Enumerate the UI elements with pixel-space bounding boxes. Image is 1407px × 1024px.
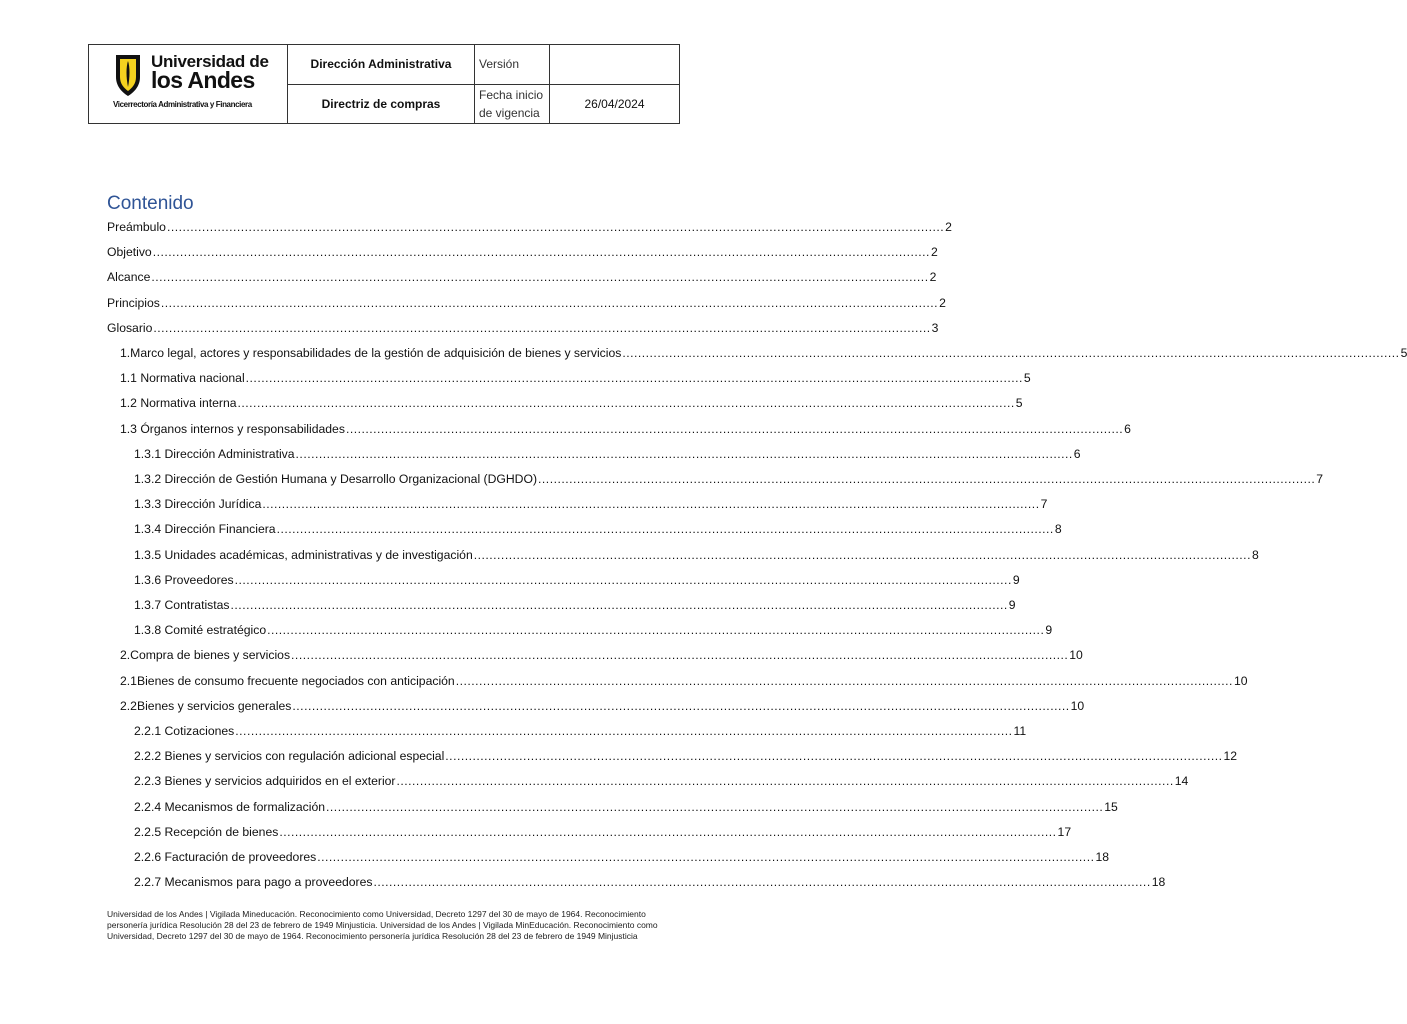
- toc-entry-page: 2: [939, 296, 946, 310]
- toc-entry-title: 2.2.5 Recepción de bienes: [134, 825, 279, 839]
- toc-entry[interactable]: [134, 548, 1259, 566]
- toc-entry-page: 15: [1104, 800, 1118, 814]
- toc-entry-page: 2: [930, 245, 938, 259]
- toc-dot-leader: ........................................................................................................................................................................................................: [396, 774, 1174, 788]
- toc-entry[interactable]: [120, 346, 1407, 364]
- logo-text-line1: Universidad de: [151, 52, 269, 71]
- toc-entry-title: 1.3.3 Dirección Jurídica: [134, 497, 262, 511]
- toc-entry-title: 1.2 Normativa interna: [120, 396, 237, 410]
- toc-entry-number: 1.: [120, 346, 131, 360]
- toc-entry-page: 11: [1013, 724, 1027, 738]
- toc-entry-title: 2.2.7 Mecanismos para pago a proveedores: [134, 875, 373, 889]
- start-date-label-line2: de vigencia: [479, 105, 540, 120]
- university-logo: [113, 53, 278, 113]
- toc-dot-leader: ........................................................................................................................................................................................................: [276, 522, 1054, 536]
- toc-dot-leader: ........................................................................................................................................................................................................: [230, 598, 1008, 612]
- toc-dot-leader: ........................................................................................................................................................................................................: [267, 623, 1045, 637]
- toc-entry[interactable]: [134, 447, 1081, 465]
- toc-dot-leader: ........................................................................................................................................................................................................: [237, 396, 1015, 410]
- toc-entry[interactable]: [134, 774, 1189, 792]
- toc-entry-title: Bienes y servicios generales: [136, 699, 292, 713]
- toc-entry-page: 18: [1095, 850, 1110, 864]
- toc-entry[interactable]: [134, 573, 1020, 591]
- toc-entry[interactable]: [120, 699, 1085, 717]
- toc-dot-leader: ........................................................................................................................................................................................................: [279, 825, 1057, 839]
- start-date-label: [475, 84, 550, 124]
- toc-dot-leader: ........................................................................................................................................................................................................: [245, 371, 1023, 385]
- toc-entry[interactable]: [134, 850, 1110, 868]
- logo-cell: [89, 45, 288, 124]
- toc-entry-title: 2.2.1 Cotizaciones: [134, 724, 235, 738]
- shield-logo-icon: [113, 53, 143, 97]
- toc-dot-leader: ........................................................................................................................................................................................................: [622, 346, 1400, 360]
- toc-entry-page: 3: [931, 321, 939, 335]
- toc-dot-leader: ........................................................................................................................................................................................................: [153, 321, 931, 335]
- toc-entry[interactable]: [120, 371, 1031, 389]
- toc-entry-page: 12: [1223, 749, 1238, 763]
- toc-entry[interactable]: [107, 220, 952, 238]
- toc-dot-leader: ........................................................................................................................................................................................................: [473, 548, 1251, 562]
- toc-dot-leader: ........................................................................................................................................................................................................: [151, 270, 929, 284]
- toc-entry[interactable]: [134, 724, 1027, 742]
- toc-entry-number: 2.2: [120, 699, 137, 713]
- toc-entry-page: 2: [929, 270, 937, 284]
- toc-entry-title: Objetivo: [107, 245, 152, 259]
- toc-entry-page: 9: [1012, 573, 1020, 587]
- toc-dot-leader: ........................................................................................................................................................................................................: [455, 674, 1233, 688]
- toc-entry-title: Preámbulo: [107, 220, 166, 234]
- toc-entry-title: 1.3.5 Unidades académicas, administrativas y de investigación: [134, 548, 473, 562]
- toc-entry-title: 1.3.6 Proveedores: [134, 573, 234, 587]
- document-title-cell: Directriz de compras: [288, 84, 475, 124]
- toc-entry[interactable]: [120, 674, 1248, 692]
- toc-entry-page: 17: [1057, 825, 1072, 839]
- toc-entry-title: Bienes de consumo frecuente negociados con anticipación: [136, 674, 455, 688]
- toc-dot-leader: ........................................................................................................................................................................................................: [160, 296, 939, 310]
- toc-entry-title: Marco legal, actores y responsabilidades de la gestión de adquisición de bienes y servicios: [130, 346, 622, 360]
- toc-dot-leader: ........................................................................................................................................................................................................: [345, 422, 1124, 436]
- toc-entry[interactable]: [107, 270, 937, 288]
- toc-entry-title: 2.2.6 Facturación de proveedores: [134, 850, 317, 864]
- toc-entry-title: 1.3 Órganos internos y responsabilidades: [120, 422, 345, 436]
- toc-entry[interactable]: [134, 825, 1072, 843]
- toc-dot-leader: ........................................................................................................................................................................................................: [235, 724, 1013, 738]
- toc-entry-page: 10: [1070, 699, 1085, 713]
- toc-entry[interactable]: [134, 472, 1324, 490]
- toc-entry-title: 1.3.7 Contratistas: [134, 598, 230, 612]
- toc-entry-number: 2.1: [120, 674, 137, 688]
- department-cell: Dirección Administrativa: [288, 45, 475, 85]
- toc-entry[interactable]: [134, 875, 1166, 893]
- toc-entry-page: 6: [1073, 447, 1081, 461]
- toc-entry-title: Compra de bienes y servicios: [130, 648, 291, 662]
- toc-dot-leader: ........................................................................................................................................................................................................: [234, 573, 1012, 587]
- toc-entry-title: Principios: [107, 296, 160, 310]
- logo-subtitle: Vicerrectoría Administrativa y Financiera: [113, 100, 252, 109]
- toc-dot-leader: ........................................................................................................................................................................................................: [166, 220, 945, 234]
- toc-entry-page: 10: [1233, 674, 1248, 688]
- toc-dot-leader: ........................................................................................................................................................................................................: [295, 447, 1073, 461]
- toc-entry-number: 2.: [120, 648, 131, 662]
- version-label: Versión: [475, 45, 550, 85]
- toc-entry[interactable]: [134, 497, 1048, 515]
- toc-entry-title: 1.3.4 Dirección Financiera: [134, 522, 276, 536]
- toc-entry[interactable]: [134, 522, 1062, 540]
- toc-entry-title: 2.2.4 Mecanismos de formalización: [134, 800, 326, 814]
- version-value: [550, 45, 680, 85]
- toc-entry-page: 9: [1045, 623, 1053, 637]
- toc-entry[interactable]: [134, 749, 1238, 767]
- toc-dot-leader: ........................................................................................................................................................................................................: [291, 648, 1069, 662]
- toc-entry-title: 2.2.2 Bienes y servicios con regulación adicional especial: [134, 749, 445, 763]
- logo-text-line2: los Andes: [151, 67, 255, 93]
- toc-entry-title: 1.3.8 Comité estratégico: [134, 623, 267, 637]
- toc-dot-leader: ........................................................................................................................................................................................................: [373, 875, 1151, 889]
- toc-entry-page: 10: [1069, 648, 1083, 662]
- toc-entry-title: 1.1 Normativa nacional: [120, 371, 245, 385]
- toc-entry[interactable]: [107, 321, 939, 339]
- toc-entry-page: 9: [1008, 598, 1016, 612]
- toc-entry-title: Glosario: [107, 321, 153, 335]
- toc-entry[interactable]: [134, 800, 1118, 818]
- toc-entry-title: Alcance: [107, 270, 151, 284]
- start-date-value: 26/04/2024: [550, 84, 680, 124]
- toc-entry-page: 18: [1151, 875, 1166, 889]
- toc-entry[interactable]: [120, 396, 1023, 414]
- toc-entry-page: 7: [1040, 497, 1048, 511]
- toc-entry-title: 1.3.1 Dirección Administrativa: [134, 447, 295, 461]
- toc-entry-page: 6: [1124, 422, 1131, 436]
- document-header-table: [88, 44, 680, 124]
- toc-entry-page: 2: [945, 220, 952, 234]
- toc-entry-page: 5: [1023, 371, 1031, 385]
- toc-entry-page: 7: [1316, 472, 1324, 486]
- toc-entry-page: 14: [1174, 774, 1189, 788]
- toc-entry-title: 2.2.3 Bienes y servicios adquiridos en el exterior: [134, 774, 396, 788]
- toc-entry[interactable]: [120, 422, 1131, 440]
- toc-entry[interactable]: [134, 623, 1053, 641]
- toc-dot-leader: ........................................................................................................................................................................................................: [538, 472, 1316, 486]
- toc-entry-page: 5: [1400, 346, 1407, 360]
- toc-heading: Contenido: [107, 193, 194, 214]
- start-date-label-line1: Fecha inicio: [479, 87, 544, 102]
- toc-dot-leader: ........................................................................................................................................................................................................: [262, 497, 1040, 511]
- toc-entry-page: 8: [1054, 522, 1062, 536]
- toc-entry[interactable]: [134, 598, 1016, 616]
- toc-entry[interactable]: [120, 648, 1083, 666]
- footer-text: Universidad de los Andes | Vigilada Mineducación. Reconocimiento como Universidad, Decreto 1297 del 30 de mayo de 1964. Reconocimiento personería jurídica Resolución 28 del 23 de febrero de 1949 Minjusticia. Universidad de los Andes | Vigilada MinEducación. Reconocimiento como Universidad, Decreto 1297 del 30 de mayo de 1964. Reconocimiento personería jurídica Resolución 28 del 23 de febrero de 1949 Minjusticia: [107, 909, 658, 941]
- toc-dot-leader: ........................................................................................................................................................................................................: [326, 800, 1104, 814]
- toc-entry[interactable]: [107, 245, 938, 263]
- toc-dot-leader: ........................................................................................................................................................................................................: [152, 245, 930, 259]
- toc-entry[interactable]: [107, 296, 946, 314]
- toc-entry-title: 1.3.2 Dirección de Gestión Humana y Desarrollo Organizacional (DGHDO): [134, 472, 538, 486]
- toc-dot-leader: ........................................................................................................................................................................................................: [292, 699, 1070, 713]
- toc-dot-leader: ........................................................................................................................................................................................................: [445, 749, 1223, 763]
- toc-entry-page: 5: [1015, 396, 1023, 410]
- toc-dot-leader: ........................................................................................................................................................................................................: [317, 850, 1095, 864]
- toc-entry-page: 8: [1251, 548, 1259, 562]
